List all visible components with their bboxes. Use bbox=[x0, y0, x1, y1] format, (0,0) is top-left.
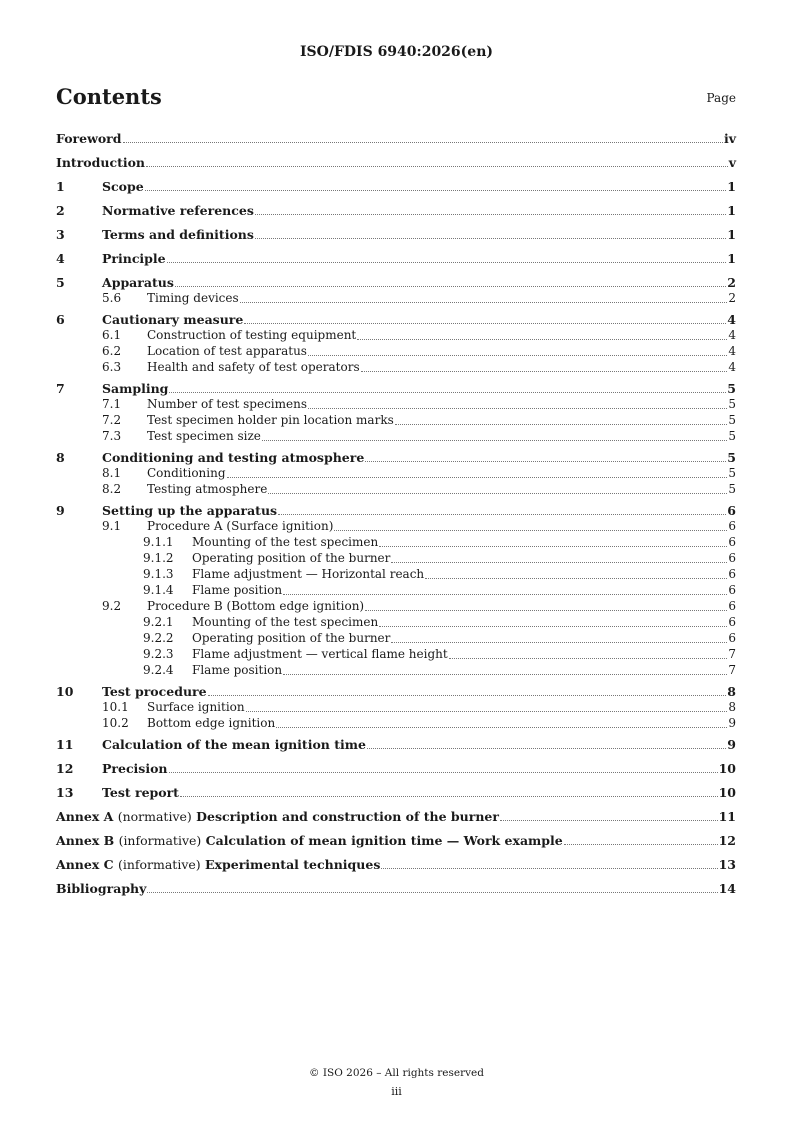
toc-entry[interactable] bbox=[56, 360, 736, 375]
toc-entry-page: 6 bbox=[728, 583, 736, 597]
toc-entry-title: Setting up the apparatus bbox=[102, 503, 278, 518]
dotted-leader bbox=[268, 493, 727, 494]
toc-entry-title: Health and safety of test operators bbox=[147, 360, 360, 374]
toc-entry-page: 1 bbox=[727, 251, 736, 266]
table-of-contents bbox=[56, 0, 736, 1122]
toc-entry[interactable] bbox=[56, 833, 736, 848]
toc-entry-number: 8 bbox=[56, 450, 65, 465]
dotted-leader bbox=[365, 610, 727, 611]
toc-entry-page: 4 bbox=[727, 312, 736, 327]
toc-entry-page: 10 bbox=[718, 761, 736, 776]
toc-entry[interactable] bbox=[56, 663, 736, 678]
toc-entry-number: 9.1.4 bbox=[143, 583, 174, 597]
toc-entry-title: Principle bbox=[102, 251, 166, 266]
toc-entry-number: 9.1.2 bbox=[143, 551, 174, 565]
annex-label: Annex A bbox=[56, 809, 114, 824]
toc-entry-number: 5 bbox=[56, 275, 65, 290]
toc-entry-page: 4 bbox=[728, 360, 736, 374]
dotted-leader bbox=[500, 820, 718, 821]
toc-entry-page: 6 bbox=[728, 631, 736, 645]
toc-entry-title: Surface ignition bbox=[147, 700, 245, 714]
toc-entry-number: 7.1 bbox=[102, 397, 122, 411]
toc-entry-number: 4 bbox=[56, 251, 65, 266]
toc-entry-page: 7 bbox=[728, 647, 736, 661]
toc-entry[interactable] bbox=[56, 503, 736, 518]
dotted-leader bbox=[246, 711, 728, 712]
toc-entry[interactable] bbox=[56, 737, 736, 752]
dotted-leader bbox=[169, 772, 718, 773]
toc-entry[interactable] bbox=[56, 567, 736, 582]
toc-entry[interactable] bbox=[56, 251, 736, 266]
toc-entry-page: 4 bbox=[728, 328, 736, 342]
toc-entry-number: 9.1.1 bbox=[143, 535, 174, 549]
toc-entry-page: 5 bbox=[727, 381, 736, 396]
toc-entry-number: 9.1.3 bbox=[143, 567, 174, 581]
toc-entry-title: Flame adjustment — Horizontal reach bbox=[192, 567, 425, 581]
toc-entry[interactable] bbox=[56, 631, 736, 646]
dotted-leader bbox=[240, 302, 728, 303]
toc-entry-page: iv bbox=[723, 131, 736, 146]
dotted-leader bbox=[175, 286, 726, 287]
dotted-leader bbox=[367, 748, 726, 749]
toc-entry-title: Number of test specimens bbox=[147, 397, 308, 411]
dotted-leader bbox=[123, 142, 723, 143]
dotted-leader bbox=[255, 214, 726, 215]
toc-entry-page: 14 bbox=[718, 881, 736, 896]
toc-entry-title: Operating position of the burner bbox=[192, 551, 391, 565]
dotted-leader bbox=[145, 190, 727, 191]
toc-entry[interactable] bbox=[56, 881, 736, 896]
page-number: iii bbox=[391, 1085, 402, 1098]
toc-entry-page: 1 bbox=[727, 203, 736, 218]
toc-entry[interactable] bbox=[56, 857, 736, 872]
annex-title: Experimental techniques bbox=[205, 857, 381, 872]
toc-entry-title: Foreword bbox=[56, 131, 122, 146]
toc-entry-number: 10.2 bbox=[102, 716, 129, 730]
toc-entry-title: Flame adjustment — vertical flame height bbox=[192, 647, 448, 661]
dotted-leader bbox=[308, 355, 727, 356]
toc-entry-title: Location of test apparatus bbox=[147, 344, 307, 358]
toc-entry[interactable] bbox=[56, 203, 736, 218]
annex-note: (normative) bbox=[117, 809, 192, 824]
toc-entry-title: Apparatus bbox=[102, 275, 174, 290]
toc-entry[interactable] bbox=[56, 381, 736, 396]
toc-entry-page: 2 bbox=[728, 291, 736, 305]
toc-entry[interactable] bbox=[56, 429, 736, 444]
toc-entry[interactable] bbox=[56, 291, 736, 306]
toc-entry-title: Conditioning bbox=[147, 466, 226, 480]
dotted-leader bbox=[391, 642, 727, 643]
dotted-leader bbox=[381, 868, 717, 869]
toc-entry-page: 6 bbox=[728, 551, 736, 565]
toc-entry-number: 10.1 bbox=[102, 700, 129, 714]
toc-entry-number: 9.2.3 bbox=[143, 647, 174, 661]
dotted-leader bbox=[244, 323, 726, 324]
toc-entry-number: 9.2.2 bbox=[143, 631, 174, 645]
toc-entry-page: 9 bbox=[728, 716, 736, 730]
toc-entry-title: Conditioning and testing atmosphere bbox=[102, 450, 365, 465]
toc-entry-title: Construction of testing equipment bbox=[147, 328, 357, 342]
toc-entry-page: v bbox=[728, 155, 736, 170]
toc-entry[interactable] bbox=[56, 275, 736, 290]
toc-entry-number: 9.2.1 bbox=[143, 615, 174, 629]
toc-annex-title bbox=[56, 833, 563, 848]
toc-entry-title: Test report bbox=[102, 785, 179, 800]
toc-entry-number: 9.1 bbox=[102, 519, 122, 533]
toc-entry-title: Test procedure bbox=[102, 684, 207, 699]
dotted-leader bbox=[167, 262, 727, 263]
toc-entry-page: 7 bbox=[728, 663, 736, 677]
toc-entry-title: Bibliography bbox=[56, 881, 147, 896]
toc-entry[interactable] bbox=[56, 450, 736, 465]
toc-annex-title bbox=[56, 809, 499, 824]
toc-entry[interactable] bbox=[56, 519, 736, 534]
toc-entry-page: 1 bbox=[727, 179, 736, 194]
toc-entry-page: 5 bbox=[728, 397, 736, 411]
toc-entry-page: 10 bbox=[718, 785, 736, 800]
dotted-leader bbox=[255, 238, 726, 239]
toc-entry-page: 6 bbox=[728, 615, 736, 629]
toc-entry-title: Introduction bbox=[56, 155, 146, 170]
toc-entry-title: Sampling bbox=[102, 381, 169, 396]
toc-entry-number: 6.3 bbox=[102, 360, 122, 374]
toc-entry-title: Procedure B (Bottom edge ignition) bbox=[147, 599, 365, 613]
toc-entry-page: 1 bbox=[727, 227, 736, 242]
toc-entry[interactable] bbox=[56, 684, 736, 699]
toc-entry-number: 13 bbox=[56, 785, 74, 800]
toc-entry-page: 2 bbox=[727, 275, 736, 290]
toc-entry-page: 5 bbox=[728, 482, 736, 496]
toc-entry[interactable] bbox=[56, 761, 736, 776]
toc-entry-title: Flame position bbox=[192, 663, 283, 677]
toc-entry[interactable] bbox=[56, 583, 736, 598]
toc-entry[interactable] bbox=[56, 413, 736, 428]
toc-entry-number: 2 bbox=[56, 203, 65, 218]
toc-entry[interactable] bbox=[56, 397, 736, 412]
dotted-leader bbox=[308, 408, 727, 409]
toc-entry[interactable] bbox=[56, 155, 736, 170]
toc-entry[interactable] bbox=[56, 344, 736, 359]
toc-entry-title: Calculation of the mean ignition time bbox=[102, 737, 366, 752]
annex-title: Description and construction of the burner bbox=[196, 809, 499, 824]
toc-entry-number: 6.1 bbox=[102, 328, 122, 342]
toc-entry-title: Timing devices bbox=[147, 291, 239, 305]
dotted-leader bbox=[169, 392, 726, 393]
toc-entry-page: 6 bbox=[728, 567, 736, 581]
toc-entry[interactable] bbox=[56, 227, 736, 242]
toc-entry-number: 5.6 bbox=[102, 291, 122, 305]
toc-entry-number: 7.2 bbox=[102, 413, 122, 427]
dotted-leader bbox=[180, 796, 718, 797]
toc-entry-title: Terms and definitions bbox=[102, 227, 254, 242]
copyright-notice: © ISO 2026 – All rights reserved bbox=[309, 1067, 484, 1079]
toc-entry-title: Normative references bbox=[102, 203, 254, 218]
toc-entry[interactable] bbox=[56, 551, 736, 566]
toc-entry[interactable] bbox=[56, 312, 736, 327]
dotted-leader bbox=[283, 594, 727, 595]
toc-entry-page: 6 bbox=[728, 535, 736, 549]
annex-note: (informative) bbox=[117, 857, 201, 872]
toc-entry-title: Scope bbox=[102, 179, 144, 194]
toc-entry-page: 8 bbox=[728, 700, 736, 714]
toc-entry[interactable] bbox=[56, 131, 736, 146]
toc-entry-page: 12 bbox=[718, 833, 736, 848]
toc-entry[interactable] bbox=[56, 179, 736, 194]
dotted-leader bbox=[425, 578, 727, 579]
annex-label: Annex B bbox=[56, 833, 115, 848]
dotted-leader bbox=[564, 844, 718, 845]
toc-entry-number: 6.2 bbox=[102, 344, 122, 358]
toc-entry-number: 9.2 bbox=[102, 599, 122, 613]
toc-entry-number: 8.2 bbox=[102, 482, 122, 496]
toc-entry-title: Operating position of the burner bbox=[192, 631, 391, 645]
toc-entry-title: Cautionary measure bbox=[102, 312, 244, 327]
toc-entry-page: 6 bbox=[727, 503, 736, 518]
toc-entry-title: Flame position bbox=[192, 583, 283, 597]
toc-entry-title: Mounting of the test specimen bbox=[192, 615, 379, 629]
dotted-leader bbox=[208, 695, 727, 696]
dotted-leader bbox=[391, 562, 727, 563]
toc-entry-number: 7.3 bbox=[102, 429, 122, 443]
dotted-leader bbox=[283, 674, 727, 675]
toc-entry[interactable] bbox=[56, 716, 736, 731]
dotted-leader bbox=[278, 514, 726, 515]
dotted-leader bbox=[357, 339, 727, 340]
toc-entry-number: 6 bbox=[56, 312, 65, 327]
toc-entry-number: 1 bbox=[56, 179, 65, 194]
dotted-leader bbox=[276, 727, 727, 728]
toc-entry-number: 8.1 bbox=[102, 466, 122, 480]
toc-entry-title: Procedure A (Surface ignition) bbox=[147, 519, 334, 533]
dotted-leader bbox=[361, 371, 728, 372]
toc-entry-number: 10 bbox=[56, 684, 74, 699]
annex-note: (informative) bbox=[118, 833, 202, 848]
toc-entry-page: 4 bbox=[728, 344, 736, 358]
toc-entry[interactable] bbox=[56, 599, 736, 614]
dotted-leader bbox=[147, 892, 717, 893]
dotted-leader bbox=[379, 626, 727, 627]
dotted-leader bbox=[395, 424, 728, 425]
document-id-header: ISO/FDIS 6940:2026(en) bbox=[299, 44, 493, 60]
dotted-leader bbox=[334, 530, 727, 531]
toc-entry-page: 6 bbox=[728, 599, 736, 613]
dotted-leader bbox=[449, 658, 728, 659]
toc-entry-page: 9 bbox=[727, 737, 736, 752]
dotted-leader bbox=[379, 546, 727, 547]
toc-entry-number: 11 bbox=[56, 737, 74, 752]
toc-entry-page: 11 bbox=[718, 809, 736, 824]
toc-entry-title: Test specimen size bbox=[147, 429, 261, 443]
toc-entry[interactable] bbox=[56, 700, 736, 715]
toc-entry[interactable] bbox=[56, 615, 736, 630]
toc-entry[interactable] bbox=[56, 466, 736, 481]
toc-entry-title: Test specimen holder pin location marks bbox=[147, 413, 394, 427]
toc-entry-title: Mounting of the test specimen bbox=[192, 535, 379, 549]
toc-entry[interactable] bbox=[56, 647, 736, 662]
toc-entry-page: 8 bbox=[727, 684, 736, 699]
dotted-leader bbox=[365, 461, 726, 462]
toc-entry-page: 6 bbox=[728, 519, 736, 533]
toc-entry[interactable] bbox=[56, 328, 736, 343]
toc-entry-title: Precision bbox=[102, 761, 168, 776]
toc-entry-page: 5 bbox=[728, 413, 736, 427]
toc-entry-title: Bottom edge ignition bbox=[147, 716, 276, 730]
toc-entry[interactable] bbox=[56, 535, 736, 550]
toc-entry-page: 5 bbox=[728, 466, 736, 480]
toc-annex-title bbox=[56, 857, 380, 872]
toc-entry-number: 7 bbox=[56, 381, 65, 396]
toc-entry[interactable] bbox=[56, 482, 736, 497]
annex-label: Annex C bbox=[56, 857, 114, 872]
dotted-leader bbox=[262, 440, 727, 441]
toc-entry-number: 3 bbox=[56, 227, 65, 242]
toc-entry-page: 13 bbox=[718, 857, 736, 872]
toc-entry-title: Testing atmosphere bbox=[147, 482, 268, 496]
annex-title: Calculation of mean ignition time — Work example bbox=[205, 833, 563, 848]
dotted-leader bbox=[227, 477, 728, 478]
toc-entry-number: 12 bbox=[56, 761, 74, 776]
page-column-label: Page bbox=[706, 91, 736, 105]
contents-title: Contents bbox=[56, 84, 162, 109]
dotted-leader bbox=[146, 166, 728, 167]
toc-entry-page: 5 bbox=[728, 429, 736, 443]
toc-entry-number: 9.2.4 bbox=[143, 663, 174, 677]
toc-entry-number: 9 bbox=[56, 503, 65, 518]
toc-entry-page: 5 bbox=[727, 450, 736, 465]
toc-entry[interactable] bbox=[56, 785, 736, 800]
toc-entry[interactable] bbox=[56, 809, 736, 824]
